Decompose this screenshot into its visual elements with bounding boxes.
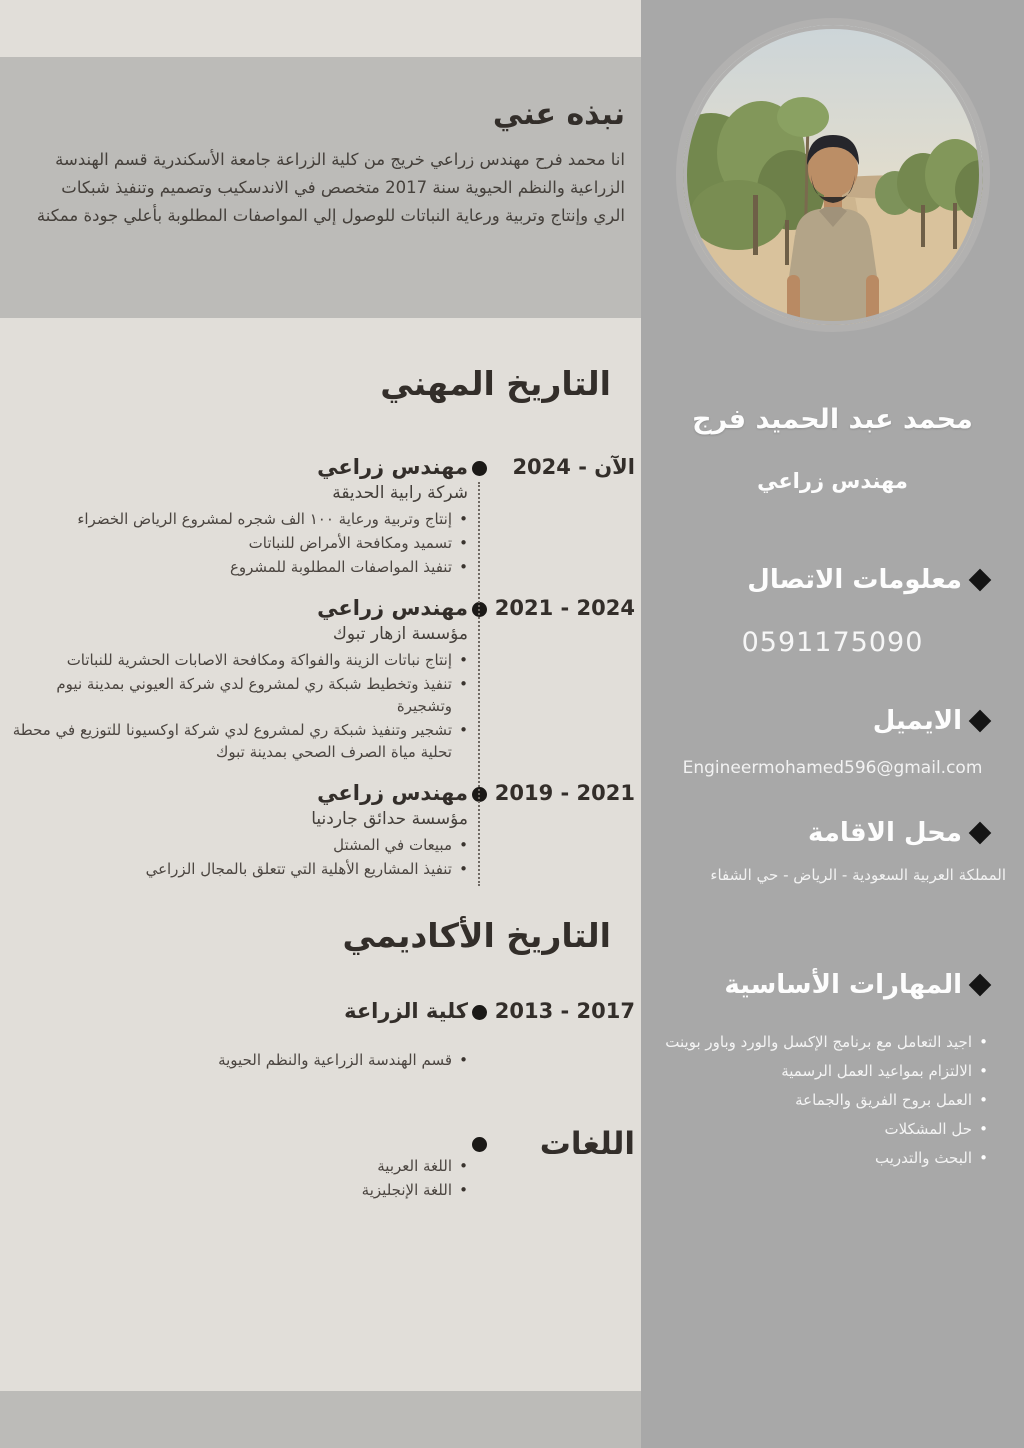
language-item: • اللغة الإنجليزية [10,1179,468,1201]
skill-item: • حل المشكلات [665,1115,988,1144]
diamond-icon [969,822,992,845]
skill-item: • الالتزام بمواعيد العمل الرسمية [665,1057,988,1086]
experience-entry-date: 2024 - الآن [512,455,635,479]
experience-entry-body [0,779,468,882]
about-title: نبذه عني [492,97,625,132]
experience-bullet-list [10,834,468,880]
languages-body [0,1125,468,1203]
experience-bullet: • تسميد ومكافحة الأمراض للنباتات [10,532,468,554]
experience-company: مؤسسة حدائق جاردنيا [311,809,468,830]
diamond-icon [969,569,992,592]
diamond-icon [969,710,992,733]
skills-section-title: المهارات الأساسية [724,970,962,1000]
experience-entry-date: 2019 - 2021 [494,780,635,805]
skills-section-header [641,970,1024,1000]
language-list [10,1155,468,1201]
experience-bullet: • تنفيذ المواصفات المطلوبة للمشروع [10,556,468,578]
skill-list [641,1028,1024,1173]
diamond-icon [969,974,992,997]
education-bullet: • قسم الهندسة الزراعية والنظم الحيوية [10,1049,468,1071]
education-entry [0,997,635,1073]
experience-role: مهندس زراعي [317,780,468,805]
experience-entry [0,453,635,580]
email-section-header [641,706,1024,736]
about-text: انا محمد فرح مهندس زراعي خريج من كلية الزراعة جامعة الأسكندرية قسم الهندسة الزراعية والنظم الحيوية سنة 2017 متخصص في الاندسكيب وتصميم وتنفيذ شبكات الري وإنتاج وتربية ورعاية النباتات للوصول إلي المواصفات المطلوبة بأعلي جودة ممكنة [36,150,625,225]
timeline-dot-icon [468,1125,490,1152]
languages-section [0,1125,635,1203]
sidebar [641,0,1024,1448]
bottom-gray-strip [0,1391,641,1448]
contact-section-title: معلومات الاتصال [747,565,962,595]
education-bullet-list [10,1049,468,1071]
residence-address: المملكة العربية السعودية - الرياض - حي الشفاء [710,866,1006,884]
languages-title: اللغات [539,1126,635,1163]
education-entry-date: 2013 - 2017 [494,998,635,1023]
person-job-title: مهندس زراعي [757,469,908,493]
experience-entry [0,594,635,765]
experience-bullet: • تنفيذ وتخطيط شبكة ري لمشروع لدي شركة العيوني بمدينة نيوم وتشجيرة [10,673,468,717]
about-section [0,57,641,318]
experience-entry [0,779,635,882]
residence-section-title: محل الاقامة [807,818,962,848]
residence-section-header [641,818,1024,848]
email-section-title: الايميل [872,706,962,736]
skill-item: • اجيد التعامل مع برنامج الإكسل والورد وباور بوينت [665,1028,988,1057]
experience-section-title: التاريخ المهني [380,364,611,403]
email-address: Engineermohamed596@gmail.com [682,758,983,778]
experience-bullet: • مبيعات في المشتل [10,834,468,856]
language-item: • اللغة العربية [10,1155,468,1177]
timeline-dot-icon [468,997,490,1020]
experience-bullet: • إنتاج نباتات الزينة والفواكة ومكافحة الاصابات الحشرية للنباتات [10,649,468,671]
experience-company: شركة رابية الحديقة [332,483,468,504]
experience-entry-date: 2021 - 2024 [494,595,635,620]
experience-bullet-list [10,649,468,763]
skill-item: • العمل بروح الفريق والجماعة [665,1086,988,1115]
experience-entry-body [0,594,468,765]
timeline-dot-icon [468,453,490,476]
experience-bullet-list [10,508,468,578]
education-school: كلية الزراعة [344,998,468,1023]
languages-title-cell [490,1125,635,1161]
history-flow [0,318,641,1203]
experience-role: مهندس زراعي [317,595,468,620]
timeline-dotted-line [478,482,480,886]
person-name: محمد عبد الحميد فرج [692,404,973,435]
experience-company: مؤسسة ازهار تبوك [332,624,468,645]
contact-section-header [641,565,1024,595]
experience-bullet: • إنتاج وتربية ورعاية ١٠٠ الف شجره لمشروع الرياض الخضراء [10,508,468,530]
education-entry-body [0,997,468,1073]
experience-entry-body [0,453,468,580]
experience-role: مهندس زراعي [317,455,468,479]
experience-bullet: • تنفيذ المشاريع الأهلية التي تتعلق بالمجال الزراعي [10,858,468,880]
profile-photo [676,18,990,332]
phone-number: 0591175090 [741,627,924,658]
experience-bullet: • تشجير وتنفيذ شبكة ري لمشروع لدي شركة اوكسيونا للتوزيع في محطة تحلية مياة الصرف الصحي بمدينة تبوك [10,719,468,763]
education-section-title: التاريخ الأكاديمي [342,915,611,955]
skill-item: • البحث والتدريب [665,1144,988,1173]
profile-photo-illustration [683,25,983,325]
